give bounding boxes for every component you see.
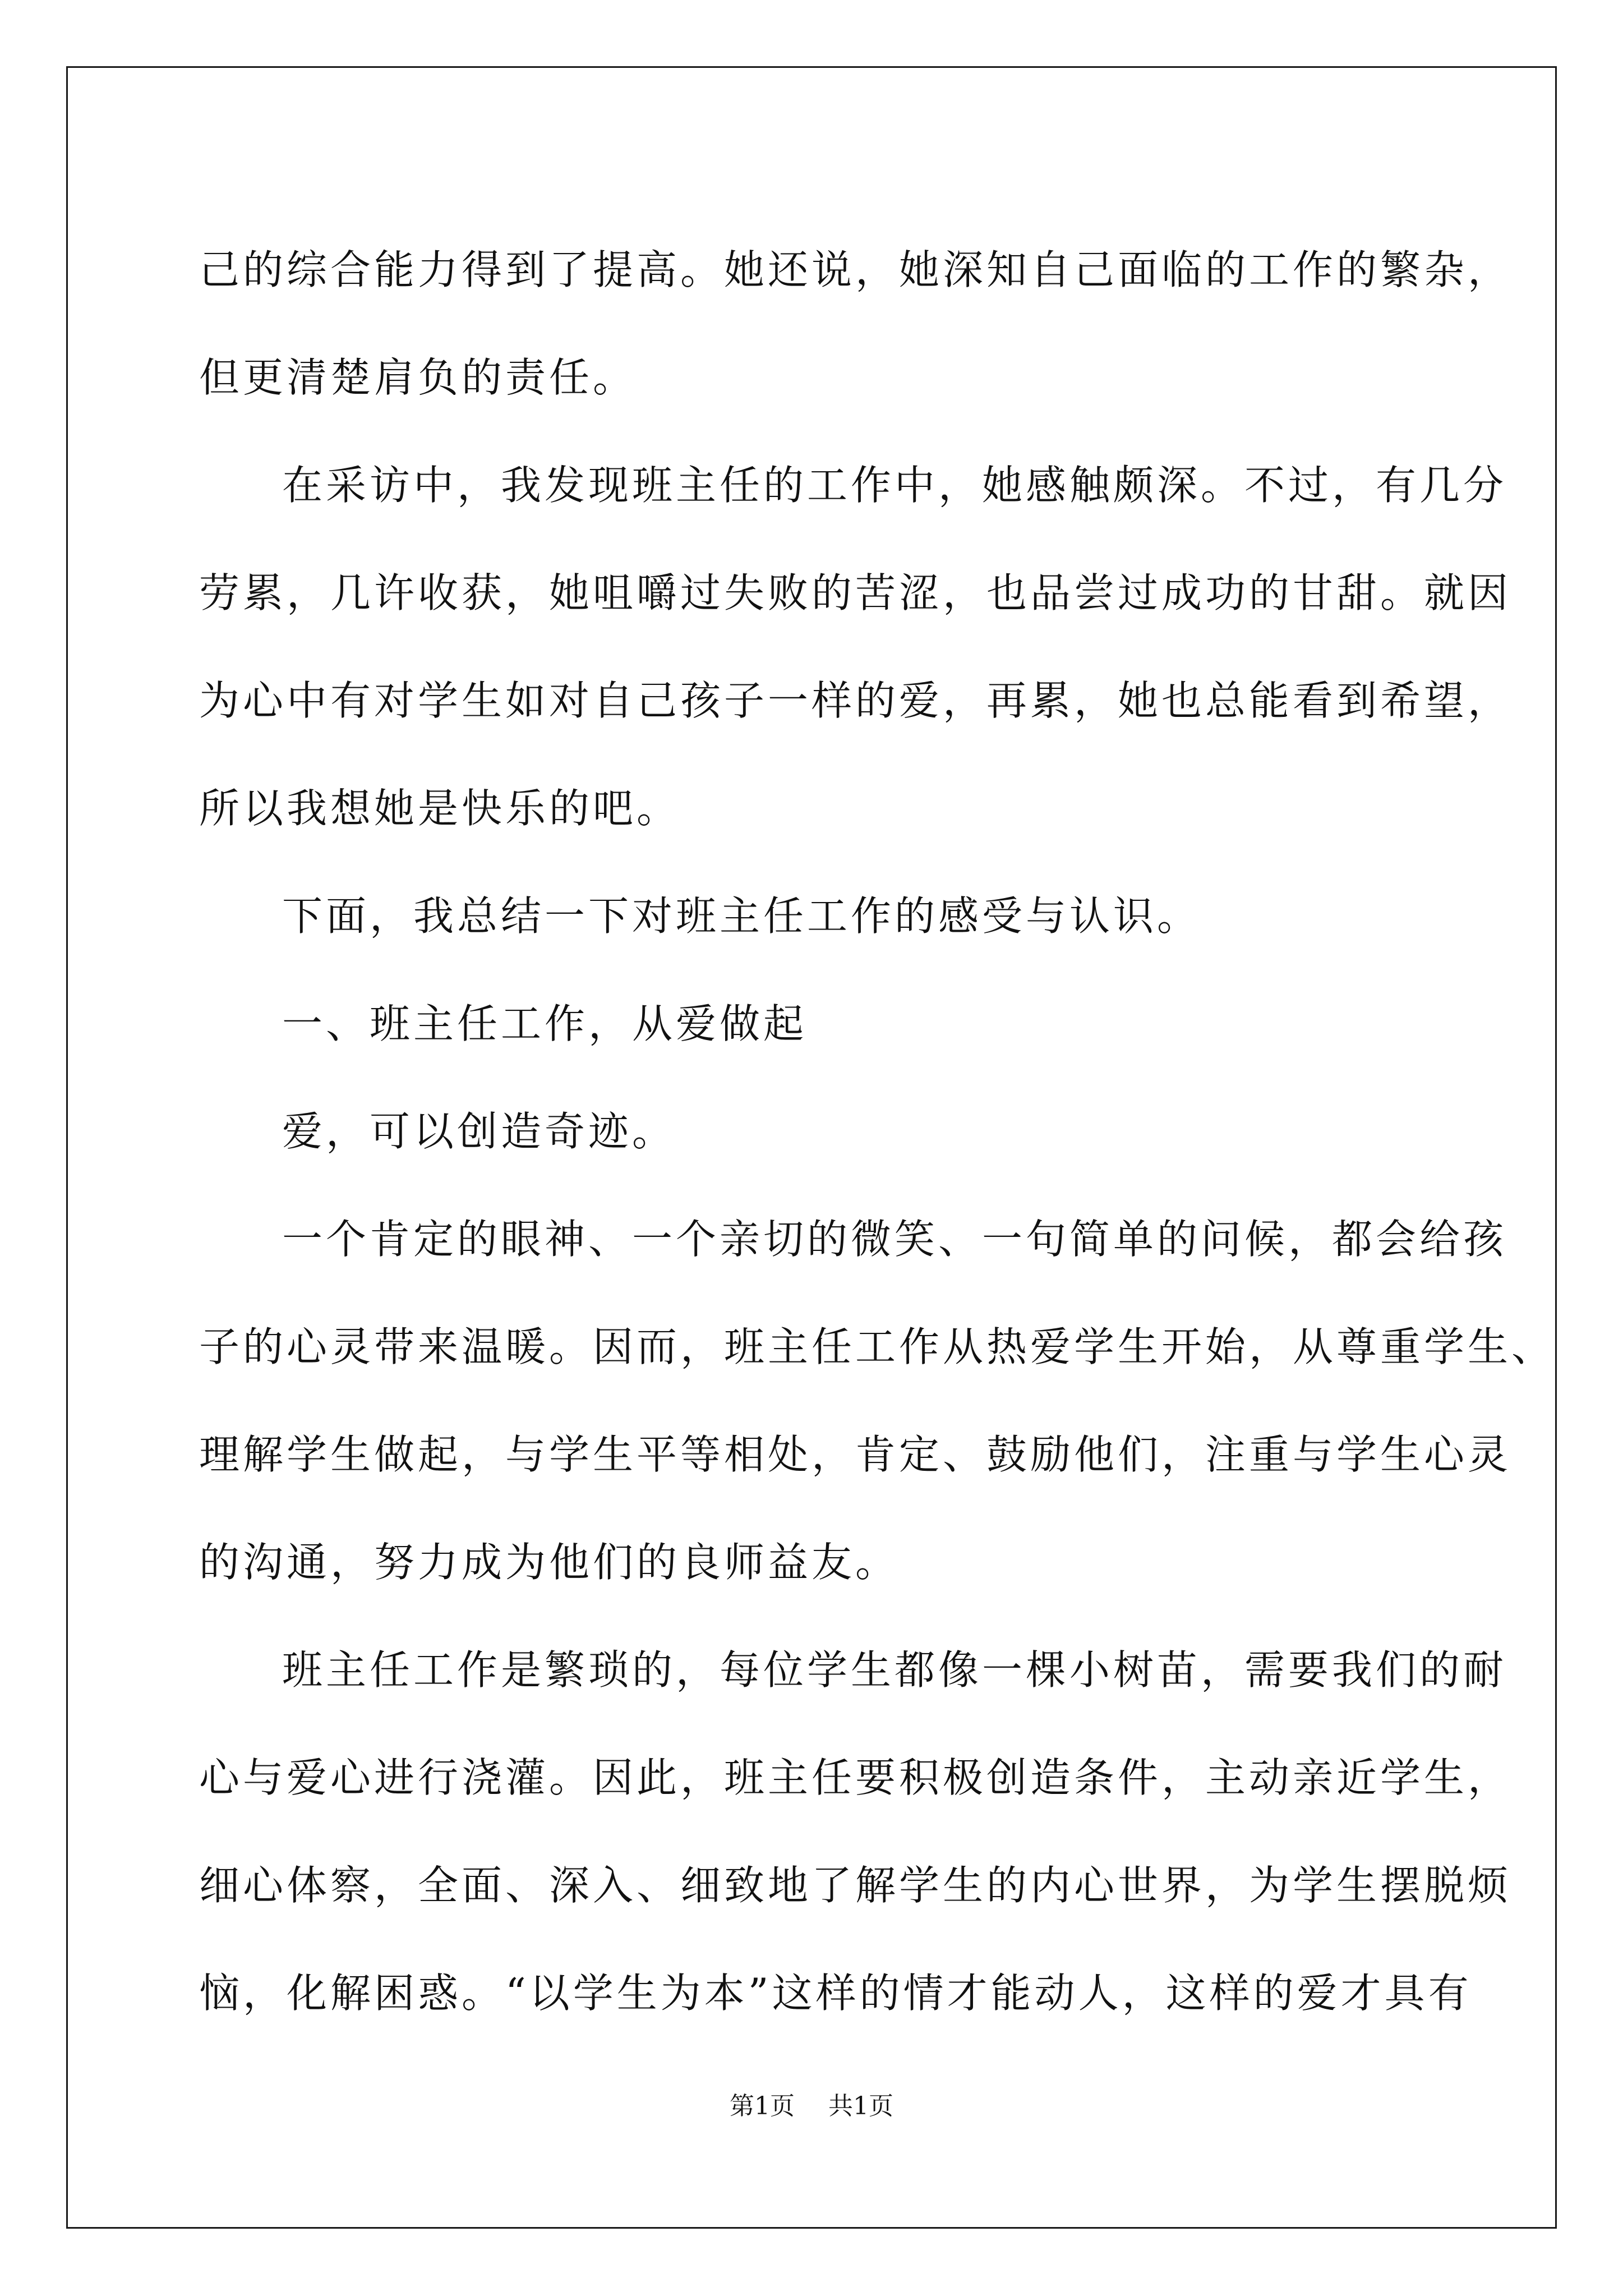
text-line-12: 理解学生做起，与学生平等相处，肯定、鼓励他们，注重与学生心灵	[199, 1431, 1512, 1478]
text-line-10: 一个肯定的眼神、一个亲切的微笑、一句简单的问候，都会给孩	[282, 1216, 1507, 1263]
text-line-11: 子的心灵带来温暖。因而，班主任工作从热爱学生开始，从尊重学生、	[199, 1323, 1556, 1370]
text-line-14: 班主任工作是繁琐的，每位学生都像一棵小树苗，需要我们的耐	[282, 1646, 1507, 1694]
text-line-16: 细心体察，全面、深入、细致地了解学生的内心世界，为学生摆脱烦	[199, 1862, 1512, 1909]
text-line-2: 但更清楚肩负的责任。	[199, 354, 637, 401]
page-number-current: 第1页	[730, 2092, 795, 2120]
text-line-13: 的沟通，努力成为他们的良师益友。	[199, 1539, 900, 1586]
text-line-15: 心与爱心进行浇灌。因此，班主任要积极创造条件，主动亲近学生，	[199, 1754, 1512, 1801]
section-heading: 一、班主任工作，从爱做起	[282, 1000, 808, 1047]
page-number-total: 共1页	[828, 2092, 893, 2120]
text-line-7: 下面，我总结一下对班主任工作的感受与认识。	[282, 892, 1201, 940]
text-line-5: 为心中有对学生如对自己孩子一样的爱，再累，她也总能看到希望，	[199, 677, 1512, 724]
text-line-17: 恼，化解困惑。“以学生为本”这样的情才能动人，这样的爱才具有	[199, 1970, 1472, 2017]
page-footer	[0, 2086, 1623, 2122]
document-body	[199, 216, 1556, 2047]
text-line-4: 劳累，几许收获，她咀嚼过失败的苦涩，也品尝过成功的甘甜。就因	[199, 569, 1512, 616]
text-line-9: 爱，可以创造奇迹。	[282, 1108, 676, 1155]
text-line-3: 在采访中，我发现班主任的工作中，她感触颇深。不过，有几分	[282, 462, 1507, 509]
text-line-6: 所以我想她是快乐的吧。	[199, 785, 681, 832]
text-line-1: 己的综合能力得到了提高。她还说，她深知自己面临的工作的繁杂，	[199, 246, 1512, 293]
